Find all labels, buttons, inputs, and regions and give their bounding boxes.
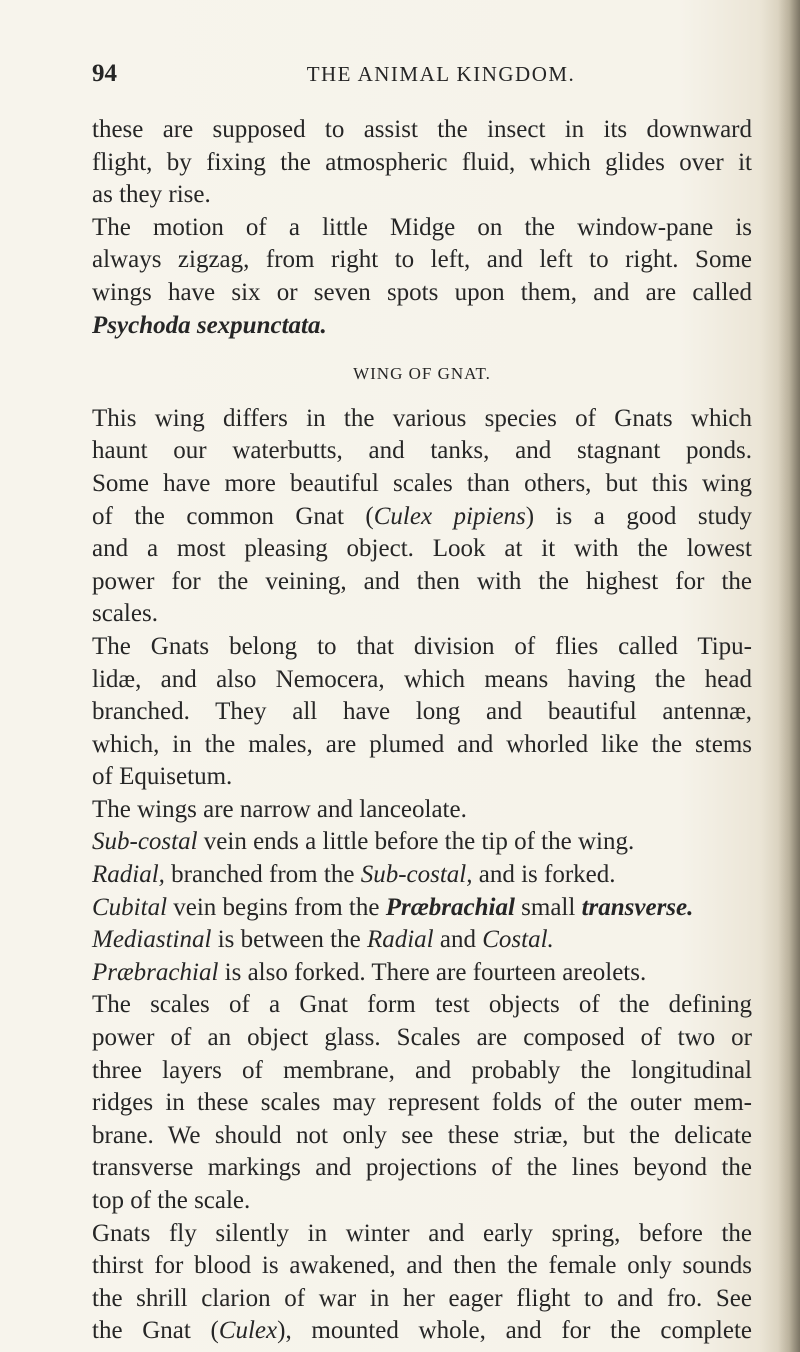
vein-line: Sub-costal vein ends a little before the tip of the wing. [92, 828, 635, 856]
vein-name: Costal. [482, 926, 554, 954]
text-line: which, in the males, are plumed and whorled like the stems [92, 730, 752, 758]
page-edge-shadow [778, 0, 800, 1352]
text-line: branched. They all have long and beautiful antennæ, [92, 698, 752, 726]
vein-line: Radial, branched from the Sub-costal, and is forked. [92, 861, 616, 889]
species-name: Culex pipiens [373, 502, 526, 530]
text-line: and a most pleasing object. Look at it with the lowest [92, 535, 752, 563]
vein-line: Mediastinal is between the Radial and Costal. [92, 926, 554, 954]
text-line: thirst for blood is awakened, and then the female only sounds [92, 1252, 752, 1280]
text-line: of Equisetum. [92, 763, 233, 791]
text-line: This wing differs in the various species of Gnats which [92, 404, 752, 432]
text-line: The scales of a Gnat form test objects of the defining [92, 991, 752, 1019]
text-line: power of an object glass. Scales are composed of two or [92, 1024, 752, 1052]
text-line: The motion of a little Midge on the window-pane is [92, 213, 752, 241]
vein-line: Præbrachial is also forked. There are fourteen areolets. [92, 958, 647, 986]
vein-name: Cubital [92, 893, 168, 921]
text-line: always zigzag, from right to left, and left to right. Some [92, 246, 752, 274]
vein-name: Sub-costal, [360, 861, 473, 889]
page-number: 94 [92, 60, 117, 87]
text-line: Some have more beautiful scales than others, but this wing [92, 469, 752, 497]
text-line: transverse markings and projections of the lines beyond the [92, 1154, 752, 1182]
text-line: three layers of membrane, and probably the longitudinal [92, 1056, 752, 1084]
text-line: wings have six or seven spots upon them, and are called [92, 278, 752, 306]
text-line [92, 310, 752, 343]
vein-line: Cubital vein begins from the Præbrachial small transverse. [92, 893, 694, 921]
species-name: Psychoda sexpunctata. [92, 311, 327, 339]
text-line: the Gnat (Culex), mounted whole, and for the complete [92, 1317, 752, 1345]
vein-name: Mediastinal [92, 926, 212, 954]
text-line: The wings are narrow and lanceolate. [92, 795, 467, 823]
text-line: as they rise. [92, 181, 211, 209]
vein-name: Sub-costal [92, 828, 198, 856]
text-line: haunt our waterbutts, and tanks, and stagnant ponds. [92, 437, 752, 465]
text-line: top of the scale. [92, 1187, 251, 1214]
vein-name: Radial [366, 926, 434, 954]
text-line: these are supposed to assist the insect in its downward [92, 116, 752, 143]
species-name: Culex [218, 1317, 278, 1345]
body-text [92, 114, 752, 1348]
text-line: power for the veining, and then with the highest for the [92, 567, 752, 595]
running-head: THE ANIMAL KINGDOM. [306, 62, 576, 86]
text-line: The Gnats belong to that division of flies called Tipu- [92, 632, 752, 660]
text-line: scales. [92, 600, 158, 628]
text-line: ridges in these scales may represent folds of the outer mem- [92, 1089, 752, 1117]
text-line: Gnats fly silently in winter and early spring, before the [92, 1219, 752, 1247]
text-line: lidæ, and also Nemocera, which means having the head [92, 665, 752, 693]
vein-name: Radial, [92, 861, 165, 889]
text-line: of the common Gnat (Culex pipiens) is a good study [92, 502, 753, 530]
vein-name: Præbrachial [92, 958, 219, 986]
section-heading: WING OF GNAT. [353, 364, 491, 384]
page-header [92, 60, 750, 94]
text-line: the shrill clarion of war in her eager flight to and fro. See [92, 1284, 752, 1312]
text-line: brane. We should not only see these striæ, but the delicate [92, 1121, 752, 1149]
vein-name: Præbrachial [385, 893, 515, 921]
vein-name: transverse. [581, 893, 694, 921]
text-line: flight, by fixing the atmospheric fluid, which glides over it [92, 148, 752, 176]
